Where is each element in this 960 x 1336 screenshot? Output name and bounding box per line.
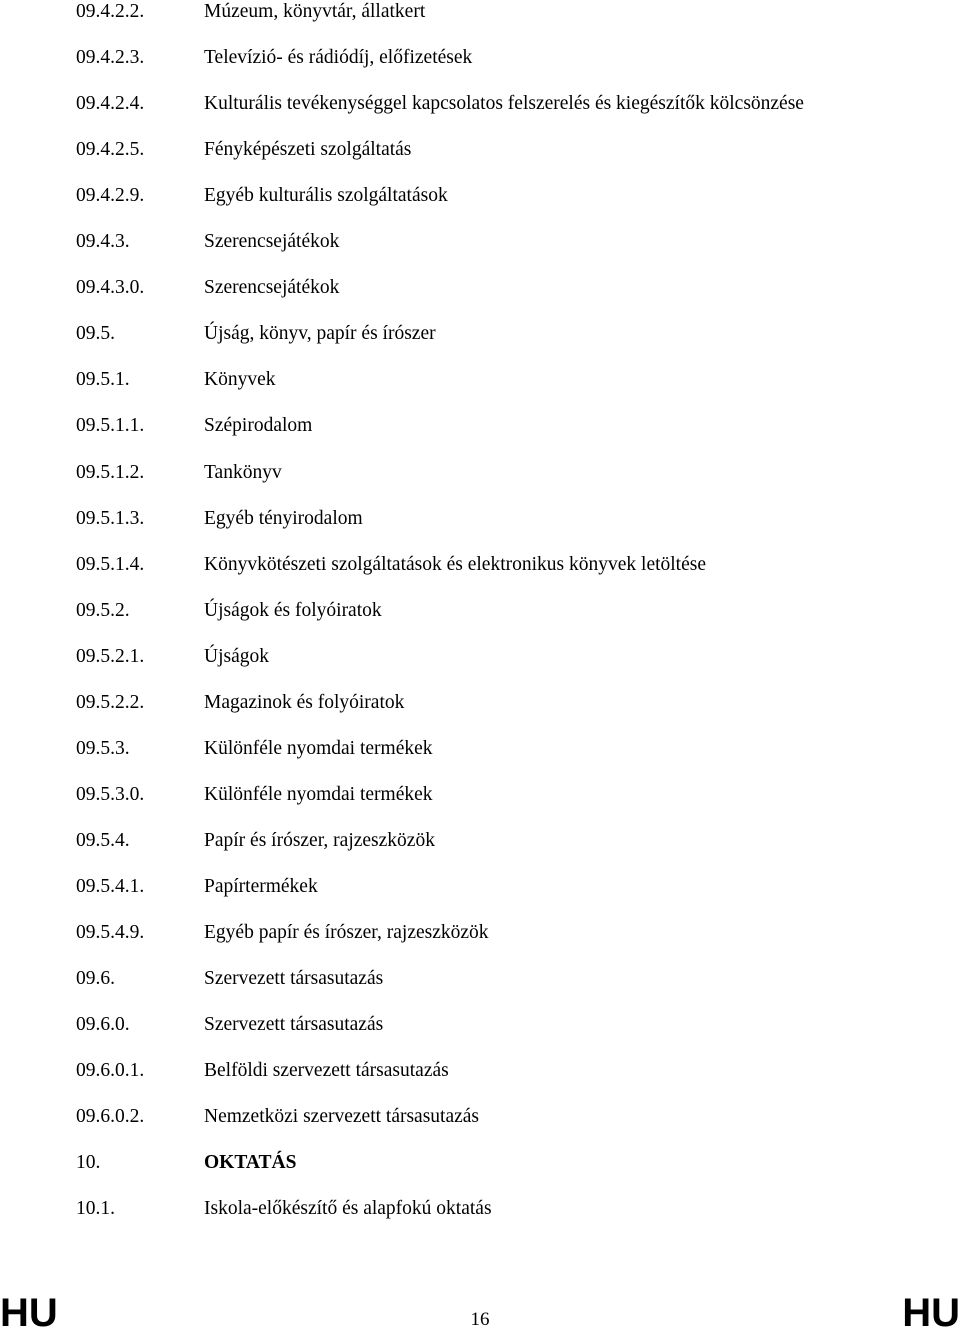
item-title: Újságok és folyóiratok [204, 599, 382, 621]
item-code: 09.5.4. [76, 829, 130, 851]
item-title: Belföldi szervezett társasutazás [204, 1060, 449, 1082]
item-title: Különféle nyomdai termékek [204, 737, 433, 759]
item-code: 09.5.3.0. [76, 783, 145, 805]
item-title: Papírtermékek [204, 875, 318, 897]
item-title: Egyéb papír és írószer, rajzeszközök [204, 922, 489, 943]
item-code: 09.5.3. [76, 737, 130, 759]
item-code: 09.4.3. [76, 231, 130, 253]
item-title: Múzeum, könyvtár, állatkert [204, 1, 426, 22]
list-item [0, 321, 960, 347]
list-item [0, 91, 960, 117]
list-item [0, 1196, 960, 1222]
item-code: 09.4.3.0. [76, 277, 145, 299]
item-title: Egyéb tényirodalom [204, 507, 363, 529]
item-title: Különféle nyomdai termékek [204, 783, 433, 805]
item-code: 09.5.4.9. [76, 922, 145, 943]
list-item [0, 413, 960, 439]
list-item [0, 736, 960, 762]
item-title: Könyvek [204, 369, 276, 391]
item-title: Szerencsejátékok [204, 277, 340, 299]
list-item [0, 1104, 960, 1130]
list-item [0, 552, 960, 578]
item-code: 09.6. [76, 968, 115, 989]
item-title: Szépirodalom [204, 415, 313, 437]
item-title: Könyvkötészeti szolgáltatások és elektronikus könyvek letöltése [204, 553, 707, 575]
page-number: 16 [470, 1309, 490, 1330]
list-item [0, 874, 960, 900]
item-code: 09.5.1.1. [76, 415, 145, 437]
item-code: 09.5.2.1. [76, 645, 145, 667]
list-item [0, 45, 960, 71]
list-item [0, 506, 960, 532]
list-item [0, 1012, 960, 1038]
list-item [0, 367, 960, 393]
item-code: 09.6.0. [76, 1014, 130, 1036]
item-title: Magazinok és folyóiratok [204, 691, 405, 713]
item-code: 09.4.2.9. [76, 185, 145, 207]
item-code: 09.5.1.3. [76, 507, 145, 529]
list-item [0, 920, 960, 946]
item-code: 09.5.4.1. [76, 875, 145, 897]
item-code: 10.1. [76, 1198, 115, 1220]
item-title: Szervezett társasutazás [204, 1014, 384, 1036]
item-title: Újságok [204, 645, 269, 667]
item-code: 09.5.1.4. [76, 553, 145, 575]
list-item [0, 966, 960, 992]
item-title: Szerencsejátékok [204, 231, 340, 253]
list-item [0, 183, 960, 209]
list-item [0, 1058, 960, 1084]
item-title: Iskola-előkészítő és alapfokú oktatás [204, 1198, 492, 1220]
item-code: 09.4.2.3. [76, 47, 145, 68]
list-item [0, 782, 960, 808]
section-heading-row [0, 1150, 960, 1176]
list-item [0, 460, 960, 486]
item-title: Egyéb kulturális szolgáltatások [204, 185, 448, 207]
item-code: 09.4.2.2. [76, 1, 145, 22]
item-code: 09.5.1.2. [76, 461, 145, 483]
section-heading-title: OKTATÁS [204, 1152, 297, 1174]
item-code: 09.6.0.2. [76, 1106, 145, 1128]
item-code: 09.5.1. [76, 369, 130, 391]
item-title: Szervezett társasutazás [204, 968, 384, 989]
list-item [0, 275, 960, 301]
item-code: 09.5.2. [76, 599, 130, 621]
list-item [0, 828, 960, 854]
footer-language-code-right: HU [902, 1291, 960, 1335]
item-title: Tankönyv [204, 461, 282, 483]
item-code: 09.5.2.2. [76, 691, 145, 713]
list-item [0, 598, 960, 624]
item-title: Papír és írószer, rajzeszközök [204, 829, 435, 851]
list-item [0, 644, 960, 670]
item-code: 09.6.0.1. [76, 1060, 145, 1082]
list-item [0, 0, 960, 25]
item-code: 09.4.2.5. [76, 139, 145, 161]
item-code: 10. [76, 1152, 101, 1174]
item-title: Nemzetközi szervezett társasutazás [204, 1106, 480, 1128]
footer-language-code-left: HU [0, 1291, 58, 1335]
list-item [0, 690, 960, 716]
item-title: Televízió- és rádiódíj, előfizetések [204, 47, 473, 68]
item-code: 09.4.2.4. [76, 93, 145, 115]
item-title: Kulturális tevékenységgel kapcsolatos felszerelés és kiegészítők kölcsönzése [204, 93, 804, 115]
list-item [0, 229, 960, 255]
item-title: Fényképészeti szolgáltatás [204, 139, 412, 161]
item-title: Újság, könyv, papír és írószer [204, 323, 436, 345]
item-code: 09.5. [76, 323, 115, 345]
list-item [0, 137, 960, 163]
